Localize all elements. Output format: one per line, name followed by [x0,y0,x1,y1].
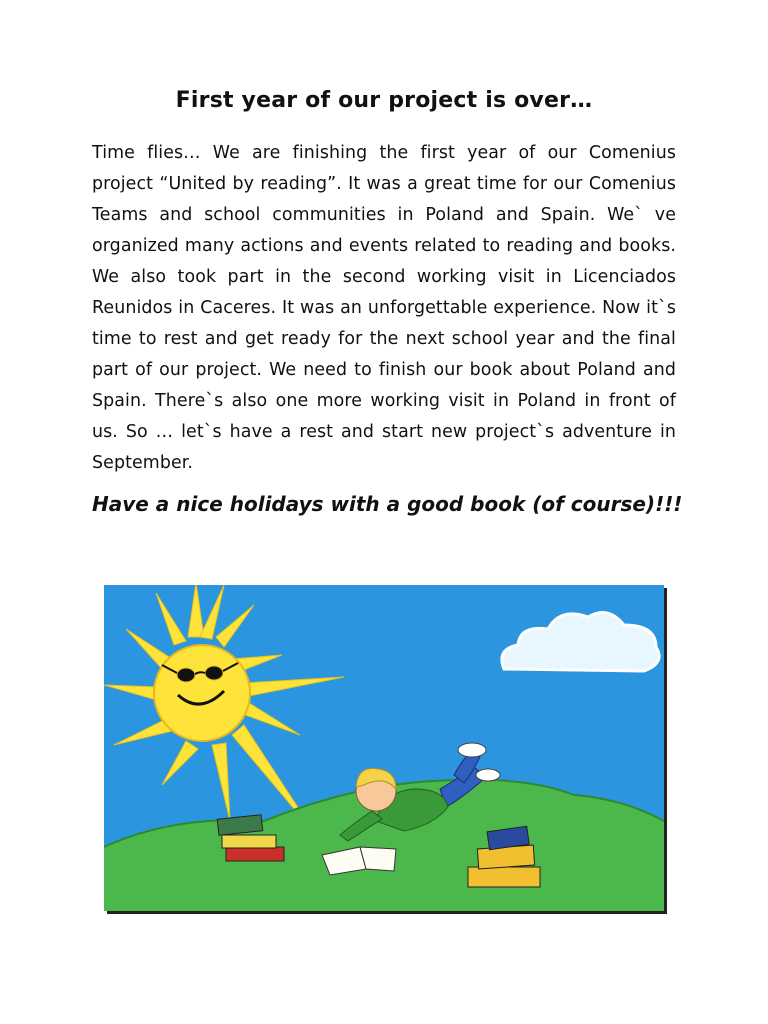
page-title: First year of our project is over… [175,88,593,113]
body-paragraph: Time flies… We are finishing the first year of our Comenius project “United by reading”. It was a great time for our Comenius Teams and school communities in Poland and Spain. We` ve organized many actions and events related to reading and books. We also took part in the second working visit in Licenciados Reunidos in Caceres. It was an unforgettable experience. Now it`s time to rest and get ready for the next school year and the final part of our project. We need to finish our book about Poland and Spain. There`s also one more working visit in Poland in front of us. So … let`s have a rest and start new project`s adventure in September. [92,143,676,473]
illustration-svg [104,585,664,911]
reading-child-illustration [104,585,664,911]
closing-line: Have a nice holidays with a good book (of course)!!! [92,492,683,516]
